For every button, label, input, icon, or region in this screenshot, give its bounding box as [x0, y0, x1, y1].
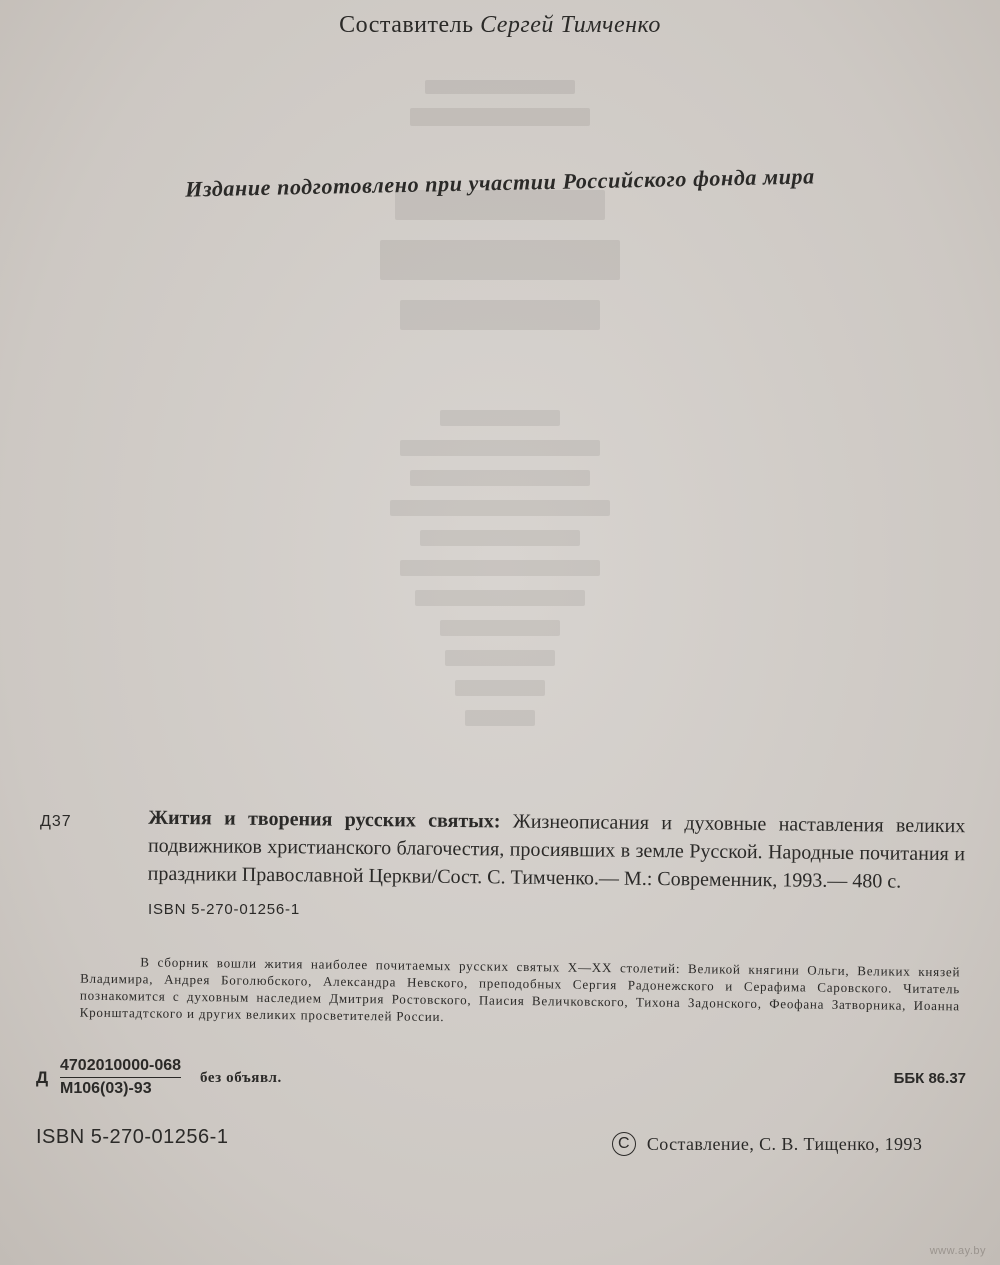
catalog-isbn: ISBN 5-270-01256-1: [148, 901, 300, 918]
copyright-text: Составление, С. В. Тищенко, 1993: [646, 1134, 923, 1155]
annotation-paragraph: В сборник вошли жития наиболее почитаемых русских святых X—XX столетий: Великой княгини Ольги, Великих князей Владимира, Андрея Боголюбского, Александра Невского, преподобных Сергия Радонежского и Серафима Саровского. Читатель познакомится с духовным наследием Дмитрия Ростовского, Паисия Величковского, Тихона Задонского, Феофана Затворника, Иоанна Кронштадтского и других великих просветителей России.: [79, 954, 961, 1025]
compiler-label: Составитель: [339, 12, 474, 38]
compiler-line: [0, 12, 1000, 39]
index-letter: Д: [36, 1068, 49, 1087]
index-fraction: [60, 1056, 181, 1099]
catalog-description: Жизнеописания и духовные наставления великих подвижников христианского благочестия, просиявших в земле Русской. Народные почитания и праздники Православной Церкви/Сост. С. Тимченко.— М.: Современник, 1993.— 480 с.: [147, 810, 966, 893]
edition-note: Издание подготовлено при участии Российского фонда мира: [184, 163, 815, 202]
index-numerator: 4702010000-068: [60, 1056, 181, 1078]
catalog-entry: [148, 804, 966, 897]
index-denominator: М106(03)-93: [60, 1080, 152, 1097]
catalog-card: [40, 808, 965, 924]
isbn-bottom: ISBN 5-270-01256-1: [36, 1126, 229, 1148]
copyright-line: [612, 1134, 922, 1158]
copyright-icon: C: [612, 1132, 636, 1156]
site-watermark: www.ay.by: [929, 1245, 986, 1257]
index-note: без объявл.: [200, 1070, 282, 1086]
publication-index: [36, 1056, 966, 1100]
compiler-name: Сергей Тимченко: [480, 12, 661, 38]
catalog-code: Д37: [40, 813, 72, 830]
bbk-code: ББК 86.37: [893, 1070, 966, 1087]
catalog-title: Жития и творения русских святых:: [148, 806, 501, 833]
